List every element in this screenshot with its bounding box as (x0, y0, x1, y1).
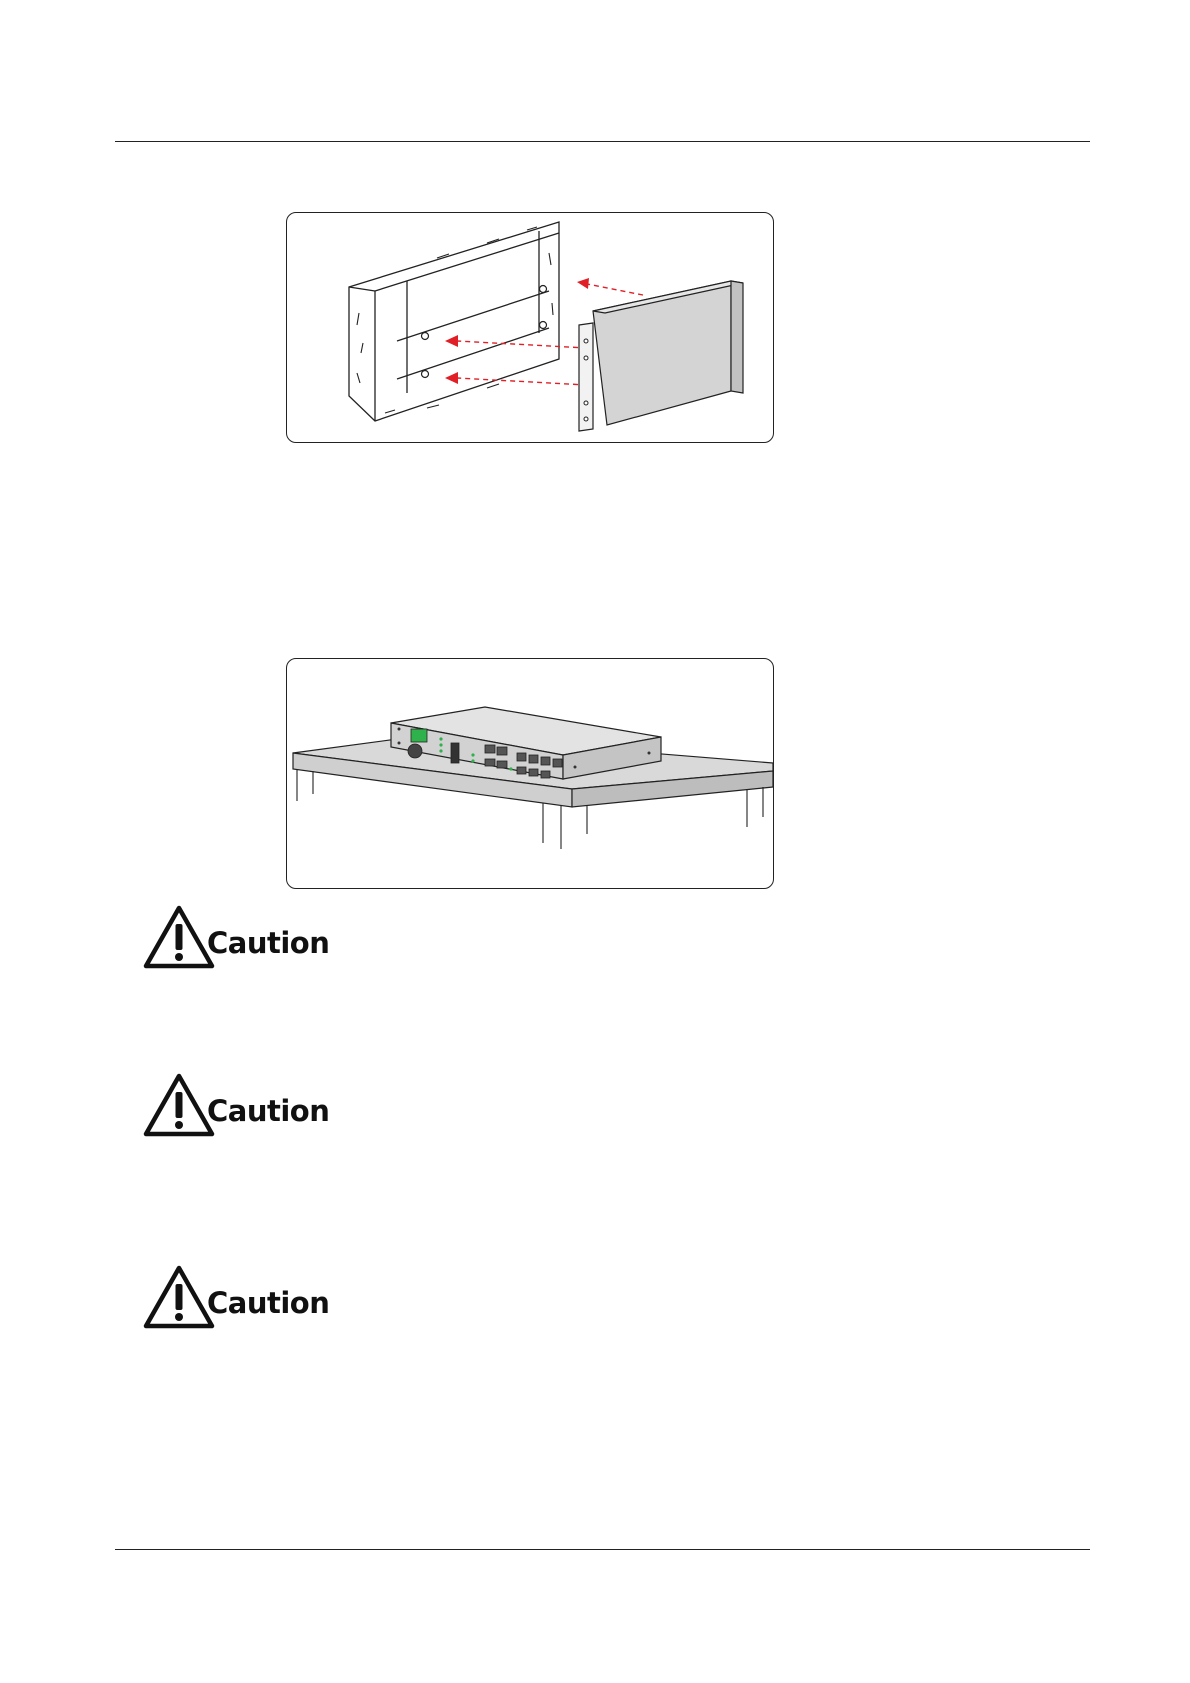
caution-label: Caution (207, 926, 330, 960)
desktop-placement-figure (286, 658, 774, 889)
wall-mount-illustration (287, 213, 773, 442)
desktop-illustration (287, 659, 773, 888)
caution-label: Caution (207, 1094, 330, 1128)
wall-mount-figure (286, 212, 774, 443)
warning-triangle-icon (143, 1264, 215, 1330)
header-rule (115, 141, 1090, 142)
footer-rule (115, 1549, 1090, 1550)
caution-label: Caution (207, 1286, 330, 1320)
caution-notice (143, 1070, 343, 1140)
caution-notice (143, 1262, 343, 1332)
warning-triangle-icon (143, 904, 215, 970)
warning-triangle-icon (143, 1072, 215, 1138)
caution-notice (143, 902, 343, 972)
